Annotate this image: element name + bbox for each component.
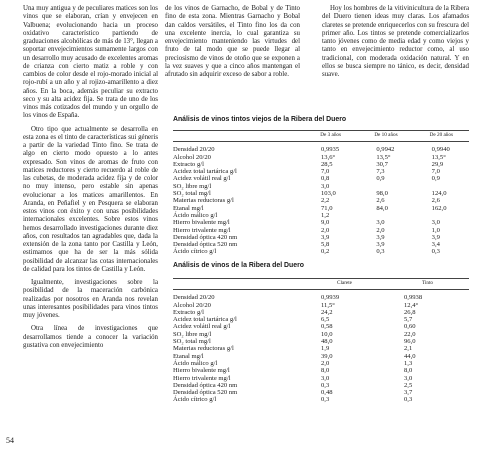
table-row	[173, 396, 469, 403]
cell-value: 0,3	[404, 396, 413, 404]
cell-value: 13,6°	[321, 153, 336, 161]
cell-value: 7,0	[321, 168, 330, 176]
row-label: SO₂ libre mg/l	[173, 182, 212, 190]
cell-value: 0,3	[321, 396, 330, 404]
cell-value: 0,9	[376, 175, 385, 183]
cell-value: 103,0	[321, 190, 336, 198]
cell-value: 13,5°	[376, 153, 391, 161]
table-row	[173, 248, 469, 255]
row-label: Densidad óptica 420 nm	[173, 381, 238, 389]
row-label: Ácido cítrico g/l	[173, 248, 217, 256]
cell-value: 3,9	[321, 233, 330, 241]
cell-value: 84,0	[376, 204, 388, 212]
cell-value: 5,7	[404, 316, 413, 324]
table-row	[173, 219, 469, 226]
row-label: Acidez volátil real g/l	[173, 175, 231, 183]
row-label: SO₂ total mg/l	[173, 190, 211, 198]
analysis-table-ribera	[173, 278, 469, 404]
row-label: Extracto g/l	[173, 160, 204, 168]
cell-value: 3,7	[404, 389, 413, 397]
table-row	[173, 234, 469, 241]
cell-value: 2,6	[431, 197, 440, 205]
cell-value: 3,9	[376, 241, 385, 249]
row-label: Densidad óptica 520 nm	[173, 389, 238, 397]
cell-value: 28,5	[321, 160, 333, 168]
column-header: De 10 años	[358, 131, 413, 142]
cell-value: 7,0	[431, 168, 440, 176]
cell-value: 2,5	[404, 381, 413, 389]
cell-value	[414, 183, 469, 190]
table-row	[173, 212, 469, 219]
row-label: Materias reductoras g/l	[173, 197, 234, 205]
row-label: Ácido cítrico g/l	[173, 396, 217, 404]
paragraph: Hoy los hombres de la vitivinicultura de la Ribera del Duero tienen ideas muy claras. Los afamados claretes se pretende enriquecerlos con su frescura del primer año. Los tintos se pretende comercializarlos tanto jóvenes como de media edad y como viejos y tanto en envejecimiento reductor como, al uso tradicional, con moderada oxidación natural. Y en ellos se busca siempre no tánico, es decir, densidad suave.	[322, 5, 469, 78]
column-header: De 20 años	[414, 131, 469, 142]
table-row	[173, 175, 469, 182]
cell-value: 0,3	[376, 248, 385, 256]
cell-value: 2,6	[376, 197, 385, 205]
paragraph: Otra línea de investigaciones que desarrollamos tiende a conocer la variación gustativa con envejecimiento	[23, 325, 158, 349]
table-title: Análisis de vinos tintos viejos de la Ribera del Duero	[173, 116, 347, 123]
row-label: Etanal mg/l	[173, 352, 204, 360]
cell-value: 26,8	[404, 308, 416, 316]
cell-value: 3,0	[404, 374, 413, 382]
table-row	[173, 146, 469, 153]
row-label: Etanal mg/l	[173, 204, 204, 212]
text-column-3	[322, 5, 469, 84]
cell-value: 0,9	[431, 175, 440, 183]
cell-value: 71,0	[321, 204, 333, 212]
cell-value: 98,0	[376, 190, 388, 198]
table-row	[173, 205, 469, 212]
cell-value: 3,0	[431, 219, 440, 227]
cell-value: 3,0	[376, 219, 385, 227]
row-label: Extracto g/l	[173, 308, 204, 316]
row-label: Alcohol 20/20	[173, 301, 211, 309]
row-label: Densidad óptica 420 nm	[173, 233, 238, 241]
cell-value: 2,0	[321, 226, 330, 234]
row-label: Hierro trivalente mg/l	[173, 226, 231, 234]
cell-value: 2,0	[321, 359, 330, 367]
table-row	[173, 161, 469, 168]
table-row	[173, 227, 469, 234]
cell-value: 13,5°	[431, 153, 446, 161]
row-label: Densidad 20/20	[173, 294, 215, 302]
text-column-1	[23, 5, 158, 355]
cell-value: 0,48	[321, 389, 333, 397]
cell-value: 22,0	[404, 330, 416, 338]
cell-value: 11,5°	[321, 301, 335, 309]
cell-value: 8,0	[404, 367, 413, 375]
row-label: Acidez total tartárica g/l	[173, 316, 237, 324]
table-row	[173, 375, 469, 382]
cell-value: 3,0	[321, 182, 330, 190]
cell-value: 6,5	[321, 316, 330, 324]
cell-value: 0,9942	[376, 146, 395, 154]
text-column-2	[165, 5, 300, 84]
cell-value: 1,9	[321, 345, 330, 353]
column-header: Clarete	[303, 279, 386, 290]
cell-value	[358, 212, 413, 219]
cell-value: 124,0	[431, 190, 447, 198]
row-label: Acidez total tartárica g/l	[173, 168, 237, 176]
table-row	[173, 360, 469, 367]
cell-value: 0,3	[321, 381, 330, 389]
row-label: Hierro trivalente mg/l	[173, 374, 231, 382]
analysis-table-old-reds	[173, 130, 469, 256]
table-row	[173, 190, 469, 197]
row-label: Ácido málico g/l	[173, 211, 218, 219]
cell-value: 8,0	[321, 367, 330, 375]
cell-value: 2,0	[376, 226, 385, 234]
table-row	[173, 367, 469, 374]
table-row	[173, 345, 469, 352]
table-row	[173, 197, 469, 204]
cell-value: 3,9	[376, 233, 385, 241]
cell-value: 44,0	[404, 352, 416, 360]
row-label: Densidad óptica 520 nm	[173, 241, 238, 249]
table-header-row	[173, 131, 469, 142]
table-row	[173, 316, 469, 323]
cell-value: 162,0	[431, 204, 447, 212]
cell-value: 0,8	[321, 175, 330, 183]
cell-value: 3,9	[431, 233, 440, 241]
row-label: Acidez volátil real g/l	[173, 323, 231, 331]
row-label: SO₂ libre mg/l	[173, 330, 212, 338]
cell-value: 0,9938	[404, 294, 423, 302]
table-row	[173, 353, 469, 360]
table-row	[173, 294, 469, 301]
cell-value: 3,4	[431, 241, 440, 249]
cell-value: 2,2	[321, 197, 330, 205]
cell-value: 0,9935	[321, 146, 340, 154]
table-row	[173, 338, 469, 345]
cell-value: 10,0	[321, 330, 333, 338]
cell-value: 30,7	[376, 160, 388, 168]
row-label: SO₂ total mg/l	[173, 338, 211, 346]
cell-value: 1,3	[404, 359, 413, 367]
row-label: Hierro bivalente mg/l	[173, 367, 230, 375]
column-header: Tinto	[386, 279, 469, 290]
row-label: Ácido málico g/l	[173, 359, 218, 367]
cell-value: 0,58	[321, 323, 333, 331]
table-row	[173, 183, 469, 190]
cell-value: 9,0	[321, 219, 330, 227]
cell-value: 39,0	[321, 352, 333, 360]
page-number: 54	[6, 436, 14, 445]
cell-value: 0,60	[404, 323, 416, 331]
cell-value	[358, 183, 413, 190]
paragraph: Una muy antigua y de peculiares matices son los vinos que se elaboran, crían y envejecen en Valbuena; evolucionando hacia un proceso oxidativo característico partiendo de graduaciones alcohólicas de más de 13°, llegan a soportar envejecimientos sumamente largos con un desarrollo muy acusado de excelentes aromas de crianza con cierto matiz a roble y con cambios de color desde el rojo-morado inicial al rojo-rubí a un año y al rojizo-amarillento a diez años. En la boca, además peculiar su extracto seco y su alta acidez fija. Se trata de uno de los vinos más cotizados del mundo y un orgullo de los vinos de España.	[23, 5, 158, 120]
cell-value: 1,2	[321, 211, 330, 219]
cell-value	[414, 212, 469, 219]
table-row	[173, 154, 469, 161]
cell-value: 12,4°	[404, 301, 419, 309]
row-label: Hierro bivalente mg/l	[173, 219, 230, 227]
table-row	[173, 323, 469, 330]
cell-value: 0,9939	[321, 294, 340, 302]
cell-value: 1,0	[431, 226, 440, 234]
cell-value: 24,2	[321, 308, 333, 316]
table-header-blank	[173, 131, 303, 142]
cell-value: 5,8	[321, 241, 330, 249]
cell-value: 48,0	[321, 338, 333, 346]
table-row	[173, 241, 469, 248]
row-label: Alcohol 20/20	[173, 153, 211, 161]
table-title: Análisis de vinos de la Ribera del Duero	[173, 262, 304, 269]
table-row	[173, 382, 469, 389]
cell-value: 29,9	[431, 160, 444, 168]
paragraph: de los vinos de Garnacho, de Bobal y de Tinto fino de esta zona. Mientras Garnacho y Bobal dan caldos versátiles, el Tinto fino los da con una excelente inercia, lo cual garantiza su envejecimiento manteniendo las virtudes del fruto de tal modo que se puede llegar al preciosismo de vinos de otoño que se exponen a la vez suaves y que a cinco años mantengan el afrutado sin adquirir exceso de sabor a roble.	[165, 5, 300, 78]
cell-value: 0,9940	[431, 146, 450, 154]
table-row	[173, 302, 469, 309]
cell-value: 7,3	[376, 168, 385, 176]
cell-value: 96,0	[404, 338, 416, 346]
table-row	[173, 331, 469, 338]
row-label: Materias reductoras g/l	[173, 345, 234, 353]
column-header: De 3 años	[303, 131, 358, 142]
paragraph: Igualmente, investigaciones sobre la posibilidad de la maceración carbónica realizadas por nosotros en Aranda nos revelan unas interesantes posibilidades para vinos tintos muy jóvenes.	[23, 279, 158, 319]
paragraph: Otro tipo que actualmente se desarrolla en esta zona es el tinto de características sui géneris a partir de la variedad Tinto fino. Se trata de algo en cierto modo opuesto a lo antes expresado. Son vinos de aromas de fruto con matices reductores y cierto recuerdo al roble de las cubetas, de moderada acidez fija y de color no muy intenso, pero estable sin apenas evolucionar a los matices amarillentos. En Aranda, en Peñafiel y en Pesquera se elaboran estos vinos con éxito y con unas posibilidades internacionales excelentes. Sobre estos vinos hemos desarrollado investigaciones durante diez años, con resultados tan agradables que, dada la extensión de la zona tanto por Castilla y León, estimamos que ha de ser la más sólida posibilidad de alcanzar las cotas internacionales de calidad para los tintos de Castilla y León.	[23, 125, 158, 273]
table-row	[173, 389, 469, 396]
table-row	[173, 168, 469, 175]
cell-value: 2,1	[404, 345, 413, 353]
cell-value: 0,3	[431, 248, 440, 256]
table-header-row	[173, 279, 469, 290]
cell-value: 0,2	[321, 248, 330, 256]
row-label: Densidad 20/20	[173, 146, 215, 154]
cell-value: 3,0	[321, 374, 330, 382]
table-row	[173, 309, 469, 316]
table-header-blank	[173, 279, 303, 290]
